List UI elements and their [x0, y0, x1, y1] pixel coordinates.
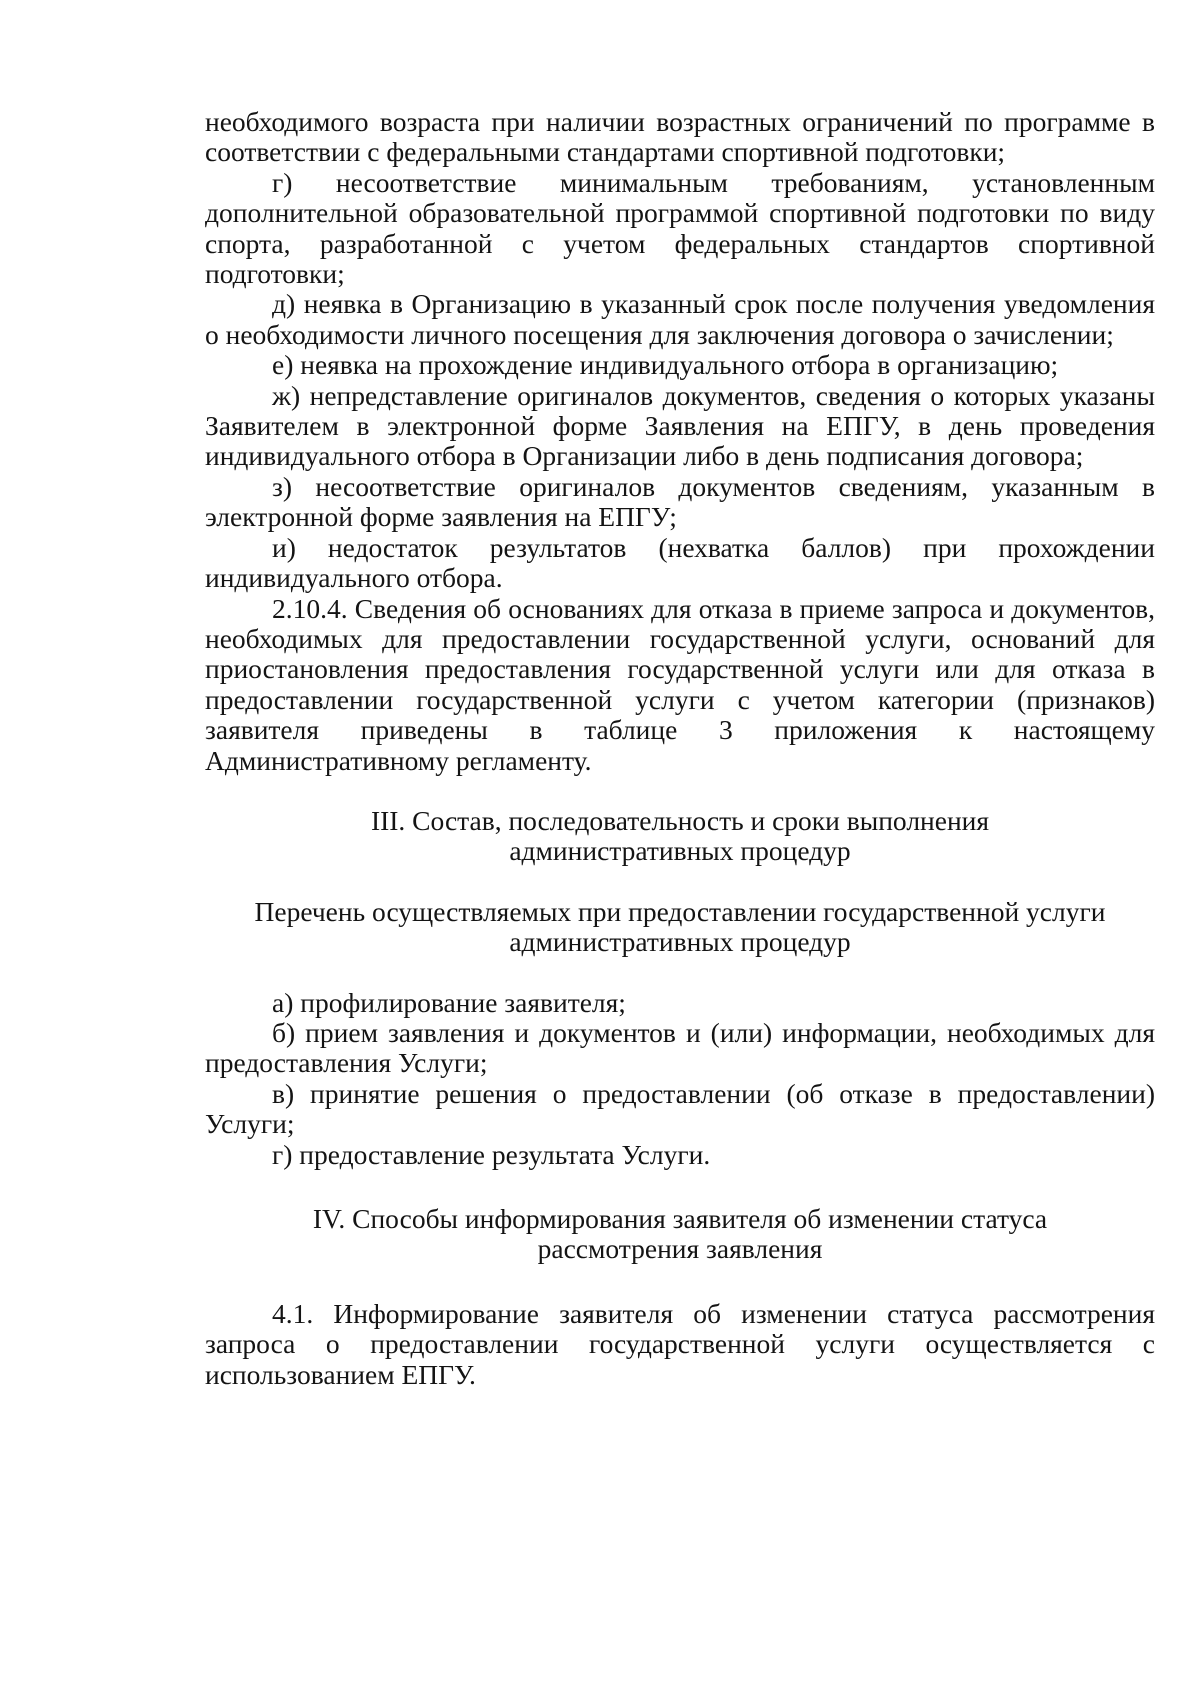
section-3-heading: [205, 806, 1155, 867]
procedure-item-a: а) профилирование заявителя;: [272, 986, 626, 1018]
procedure-item-v: в) принятие решения о предоставлении (об отказе в предоставлении) Услуги;: [205, 1077, 1155, 1140]
section-4-heading-line1: IV. Способы информирования заявителя об изменении статуса: [312, 1203, 1048, 1234]
list-item-e: е) неявка на прохождение индивидуального отбора в организацию;: [272, 349, 1059, 381]
procedures-list-heading: [205, 897, 1155, 958]
list-item-i: и) недостаток результатов (нехватка баллов) при прохождении индивидуального отбора.: [205, 531, 1155, 594]
paragraph-continuation: необходимого возраста при наличии возрастных ограничений по программе в соответствии с федеральными стандартами спортивной подготовки;: [205, 106, 1155, 168]
list-item-d: д) неявка в Организацию в указанный срок после получения уведомления о необходимости личного посещения для заключения договора о зачислении;: [205, 288, 1155, 350]
list-item-g: г) несоответствие минимальным требованиям, установленным дополнительной образовательной программой спортивной подготовки по виду спорта, разработанной с учетом федеральных стандартов спортивной подготовки;: [205, 166, 1155, 290]
paragraph-4-1: 4.1. Информирование заявителя об изменении статуса рассмотрения запроса о предоставлении государственной услуги осуществляется с использованием ЕПГУ.: [205, 1297, 1155, 1390]
procedures-list-heading-line1: Перечень осуществляемых при предоставлении государственной услуги: [254, 895, 1106, 927]
procedures-list-heading-line2: административных процедур: [509, 926, 851, 958]
list-item-z: з) несоответствие оригиналов документов сведениям, указанным в электронной форме заявления на ЕПГУ;: [205, 470, 1155, 533]
document-body: [205, 107, 1155, 1390]
procedure-item-b: б) прием заявления и документов и (или) информации, необходимых для предоставления Услуги;: [205, 1016, 1155, 1079]
paragraph-2-10-4: 2.10.4. Сведения об основаниях для отказа в приеме запроса и документов, необходимых для предоставлении государственной услуги, оснований для приостановления предоставления государственной услуги или для отказа в предоставлении государственной услуги с учетом категории (признаков) заявителя приведены в таблице 3 приложения к настоящему Административному регламенту.: [205, 592, 1155, 776]
procedure-item-g: г) предоставление результата Услуги.: [272, 1138, 711, 1170]
section-4-heading-line2: рассмотрения заявления: [537, 1233, 823, 1265]
list-item-zh: ж) непредставление оригиналов документов, сведения о которых указаны Заявителем в электронной форме Заявления на ЕПГУ, в день проведения индивидуального отбора в Организации либо в день подписания договора;: [205, 379, 1155, 472]
section-3-heading-line2: административных процедур: [509, 835, 851, 867]
section-4-heading: [205, 1204, 1155, 1265]
section-3-heading-line1: III. Состав, последовательность и сроки выполнения: [370, 804, 990, 836]
